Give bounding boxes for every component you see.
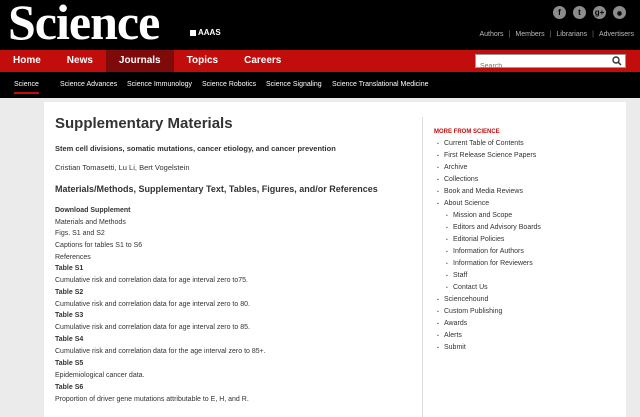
sidebar-subitem[interactable]: ▪ Staff [453, 272, 467, 279]
aaas-label: AAAS [198, 28, 221, 37]
subnav-science[interactable]: Science [14, 81, 39, 94]
search-input[interactable] [476, 61, 612, 73]
nav-journals[interactable]: Journals [106, 50, 174, 72]
sidebar [422, 117, 623, 417]
table-s6-desc: Proportion of driver gene mutations attributable to E, H, and R. [55, 396, 249, 403]
sidebar-item[interactable]: ▪ Sciencehound [444, 296, 488, 303]
google-plus-icon[interactable]: g+ [594, 8, 605, 17]
table-s1-label[interactable]: Table S1 [55, 265, 84, 272]
site-header [0, 0, 640, 50]
table-s4-label[interactable]: Table S4 [55, 336, 84, 343]
nav-news[interactable]: News [66, 55, 93, 66]
sidebar-item[interactable]: ▪ Archive [444, 164, 467, 171]
table-s1-desc: Cumulative risk and correlation data for age interval zero to75. [55, 277, 248, 284]
subnav-science-robotics[interactable]: Science Robotics [202, 81, 257, 88]
list-item: Captions for tables S1 to S6 [55, 242, 143, 249]
sidebar-item[interactable]: ▪ Submit [444, 344, 466, 351]
aaas-mark-icon [190, 30, 196, 36]
list-item: Figs. S1 and S2 [55, 230, 105, 237]
sidebar-subitem[interactable]: ▪ Information for Reviewers [453, 260, 533, 267]
article-title[interactable]: Stem cell divisions, somatic mutations, cancer etiology, and cancer prevention [55, 144, 336, 153]
subnav-science-immunology[interactable]: Science Immunology [127, 81, 192, 88]
separator: | [592, 31, 594, 38]
table-s6-label[interactable]: Table S6 [55, 384, 84, 391]
facebook-icon[interactable]: f [553, 6, 566, 19]
sidebar-subitem[interactable]: ▪ Editorial Policies [453, 236, 504, 243]
table-s3-label[interactable]: Table S3 [55, 312, 84, 319]
sidebar-item[interactable]: ▪ Book and Media Reviews [444, 188, 523, 195]
nav-topics[interactable]: Topics [186, 55, 219, 66]
table-s5-label[interactable]: Table S5 [55, 360, 84, 367]
article-authors: Cristian Tomasetti, Lu Li, Bert Vogelstein [55, 163, 190, 172]
separator: | [549, 31, 552, 38]
twitter-icon[interactable]: t [573, 6, 586, 19]
list-item: Materials and Methods [55, 219, 126, 226]
advertisers-link[interactable]: Advertisers [598, 31, 634, 38]
authors-link[interactable]: Authors [479, 31, 504, 38]
nav-careers[interactable]: Careers [244, 55, 282, 66]
librarians-link[interactable]: Librarians [556, 31, 588, 38]
main-nav-bar [0, 50, 640, 72]
subnav-science-translational-medicine[interactable]: Science Translational Medicine [332, 81, 429, 88]
table-s2-desc: Cumulative risk and correlation data for age interval zero to 80. [55, 301, 250, 308]
subnav-science-signaling[interactable]: Science Signaling [266, 81, 322, 88]
sidebar-item[interactable]: ▪ Alerts [444, 332, 462, 339]
aaas-logo[interactable] [190, 28, 221, 37]
sidebar-item[interactable]: ▪ Collections [444, 176, 478, 183]
table-s4-desc: Cumulative risk and correlation data for the age interval zero to 85+. [55, 348, 266, 355]
table-s5-desc: Epidemiological cancer data. [55, 372, 145, 379]
list-item: References [55, 254, 91, 261]
sidebar-item[interactable]: ▪ Awards [444, 320, 467, 327]
sidebar-subitem[interactable]: ▪ Contact Us [453, 284, 488, 291]
sidebar-subitem[interactable]: ▪ Information for Authors [453, 248, 524, 255]
search-icon[interactable] [612, 56, 622, 66]
main-nav [0, 50, 294, 72]
sidebar-subitem[interactable]: ▪ Editors and Advisory Boards [453, 224, 541, 231]
search-box [475, 54, 626, 68]
content-panel [44, 102, 626, 417]
sidebar-item[interactable]: ▪ Custom Publishing [444, 308, 502, 315]
journal-subnav [0, 72, 640, 98]
science-logo[interactable]: Science [8, 0, 160, 50]
download-supplement-link[interactable]: Download Supplement [55, 207, 131, 214]
utility-links [479, 31, 634, 38]
table-s2-label[interactable]: Table S2 [55, 289, 84, 296]
sidebar-item[interactable]: ▪ Current Table of Contents [444, 140, 524, 147]
members-link[interactable]: Members [515, 31, 545, 38]
sidebar-subitem[interactable]: ▪ Mission and Scope [453, 212, 512, 219]
page-title: Supplementary Materials [55, 115, 233, 132]
table-s3-desc: Cumulative risk and correlation data for age interval zero to 85. [55, 324, 250, 331]
subnav-science-advances[interactable]: Science Advances [60, 81, 118, 88]
nav-home[interactable]: Home [13, 55, 41, 66]
rss-icon[interactable]: ◉ [613, 6, 626, 19]
separator: | [508, 31, 511, 38]
section-title: Materials/Methods, Supplementary Text, Tables, Figures, and/or References [55, 184, 378, 194]
sidebar-item[interactable]: ▪ About Science [444, 200, 489, 207]
sidebar-item[interactable]: ▪ First Release Science Papers [444, 152, 536, 159]
sidebar-heading: MORE FROM SCIENCE [434, 129, 500, 135]
